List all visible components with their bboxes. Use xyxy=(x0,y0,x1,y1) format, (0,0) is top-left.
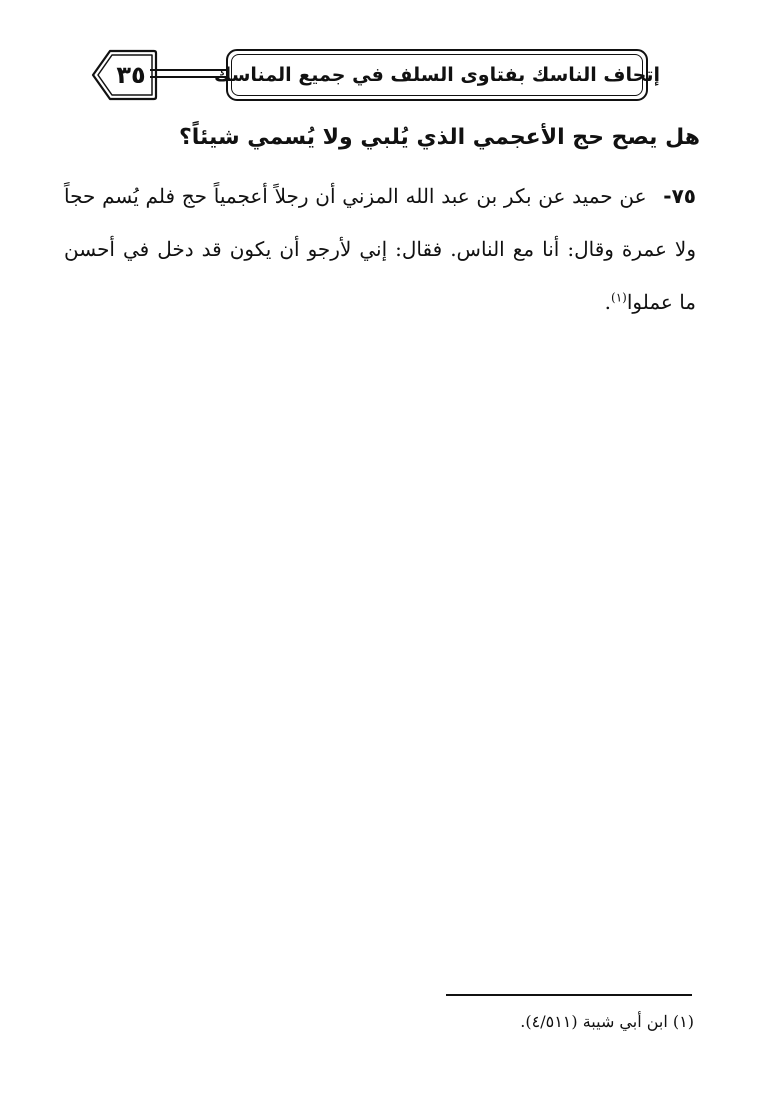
footnote-marker: (١) xyxy=(611,290,627,305)
entry-paragraph xyxy=(64,170,696,329)
book-title: إتحاف الناسك بفتاوى السلف في جميع المناسك xyxy=(214,64,660,86)
entry-end-punctuation: . xyxy=(604,290,611,314)
page-number-badge xyxy=(90,49,158,101)
entry-number: ٧٥- xyxy=(663,184,696,208)
footnote-separator xyxy=(446,994,692,996)
entry-text: عن حميد عن بكر بن عبد الله المزني أن رجلاً أعجمياً حج فلم يُسم حجاً ولا عمرة وقال: أنا مع الناس. فقال: إني لأرجو أن يكون قد دخل في أحسن ما عملوا xyxy=(64,184,696,314)
footnote: (١) ابن أبي شيبة (٤/٥١١). xyxy=(520,1012,694,1031)
page-number: ٣٥ xyxy=(116,61,146,89)
running-header xyxy=(214,49,660,101)
question-heading: هل يصح حج الأعجمي الذي يُلبي ولا يُسمي شيئاً؟ xyxy=(179,125,700,150)
